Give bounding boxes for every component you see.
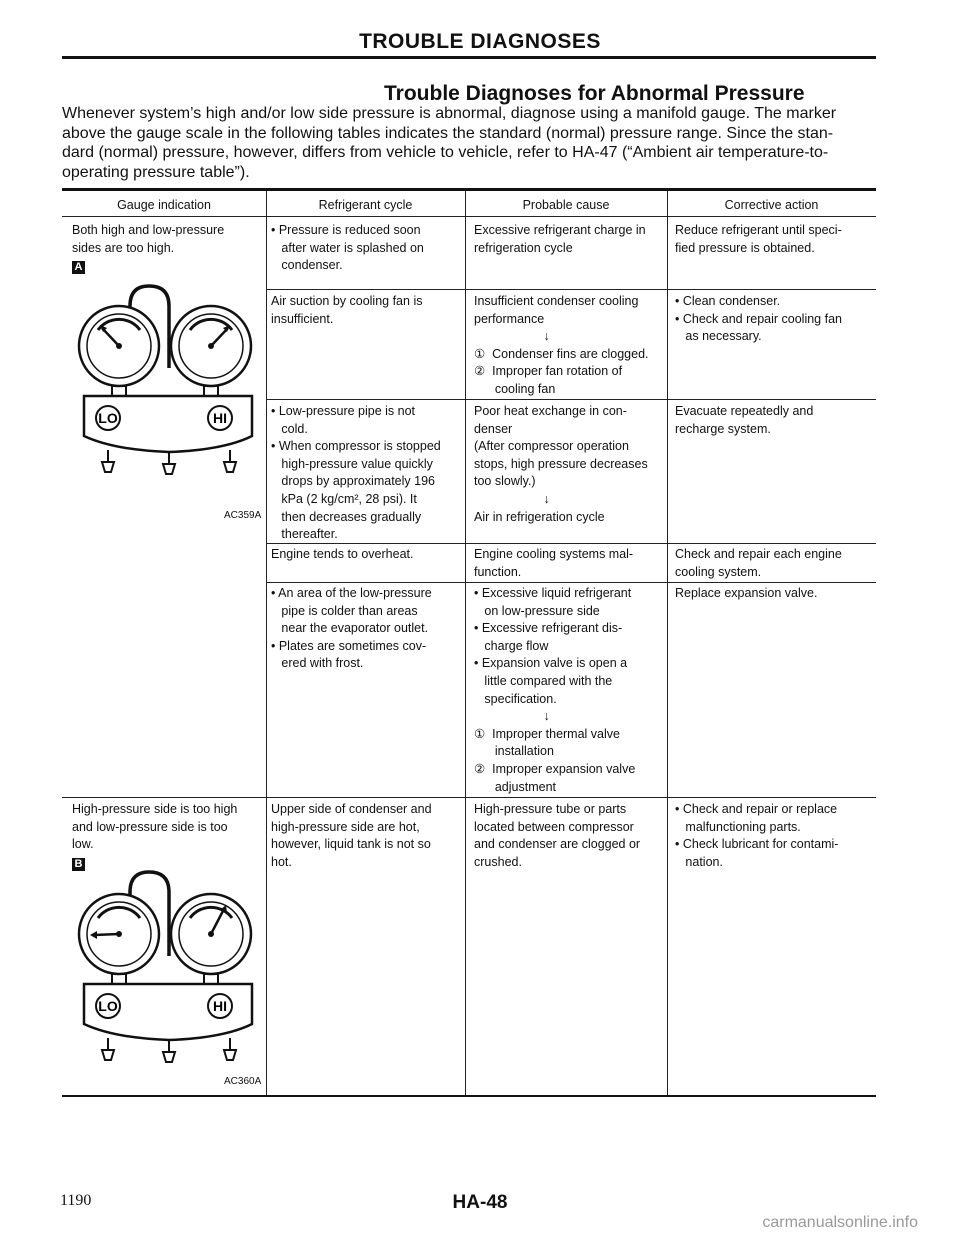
intro-line: operating pressure table”). bbox=[62, 163, 250, 181]
col-header-cycle: Refrigerant cycle bbox=[318, 198, 413, 212]
gauge-hi-label: HI bbox=[213, 998, 227, 1014]
gauge-lo-label: LO bbox=[98, 410, 118, 426]
page-number: 1190 bbox=[60, 1192, 92, 1209]
action-a3: Evacuate repeatedly and recharge system. bbox=[675, 404, 814, 436]
table-header-rule bbox=[62, 216, 876, 217]
badge-b: B bbox=[72, 858, 85, 871]
row-divider bbox=[266, 399, 876, 400]
row-divider bbox=[266, 289, 876, 290]
action-a4: Check and repair each engine cooling system. bbox=[675, 547, 842, 579]
row-divider bbox=[266, 582, 876, 583]
col-header-cause: Probable cause bbox=[522, 198, 610, 212]
cause-a5: • Excessive liquid refrigerant on low-pressure side • Excessive refrigerant dis- charge flow • Expansion valve is open a little compared with the specification. ↓ ① Improper thermal valve installation ② Improper expansion valve adjustment bbox=[474, 586, 636, 794]
cause-b1: High-pressure tube or parts located between compressor and condenser are clogged or crushed. bbox=[474, 802, 641, 869]
indication-b: High-pressure side is too high and low-pressure side is too low. bbox=[72, 802, 238, 852]
col-header-gauge: Gauge indication bbox=[117, 198, 211, 212]
table-bottom-rule bbox=[62, 1095, 876, 1097]
cycle-a2: Air suction by cooling fan is insufficient. bbox=[271, 294, 423, 326]
cause-a2: Insufficient condenser cooling performance ↓ ① Condenser fins are clogged. ② Improper fan rotation of cooling fan bbox=[474, 294, 649, 396]
cause-a4: Engine cooling systems mal- function. bbox=[474, 547, 634, 579]
action-a1: Reduce refrigerant until speci- fied pressure is obtained. bbox=[675, 223, 842, 255]
table-top-rule bbox=[62, 188, 876, 191]
figure-code-a: AC359A bbox=[224, 510, 262, 521]
column-divider bbox=[667, 191, 668, 1095]
section-title: Trouble Diagnoses for Abnormal Pressure bbox=[384, 82, 805, 105]
cause-a1: Excessive refrigerant charge in refrigeration cycle bbox=[474, 223, 646, 255]
manifold-gauge-figure-a bbox=[74, 282, 264, 512]
figure-code-b: AC360A bbox=[224, 1076, 262, 1087]
manifold-gauge-figure-b bbox=[74, 868, 264, 1090]
cycle-a5: • An area of the low-pressure pipe is colder than areas near the evaporator outlet. • Plates are sometimes cov- ered with frost. bbox=[271, 586, 432, 671]
page-header-title: TROUBLE DIAGNOSES bbox=[359, 30, 601, 53]
intro-line: above the gauge scale in the following tables indicates the standard (normal) pressure range. Since the stan- bbox=[62, 124, 834, 142]
gauge-lo-label: LO bbox=[98, 998, 118, 1014]
cycle-a1: • Pressure is reduced soon after water is splashed on condenser. bbox=[271, 223, 424, 273]
column-divider bbox=[465, 191, 466, 1095]
cycle-a3: • Low-pressure pipe is not cold. • When compressor is stopped high-pressure value quickly drops by approximately 196 kPa (2 kg/cm², 28 psi). It then decreases gradually thereafter. bbox=[271, 404, 441, 542]
intro-paragraph bbox=[62, 104, 878, 182]
intro-line: dard (normal) pressure, however, differs from vehicle to vehicle, refer to HA-47 (“Ambient air temperature-to- bbox=[62, 144, 829, 161]
header-rule bbox=[62, 56, 876, 59]
cycle-b1: Upper side of condenser and high-pressure side are hot, however, liquid tank is not so hot. bbox=[271, 802, 432, 869]
cycle-a4: Engine tends to overheat. bbox=[271, 547, 414, 561]
column-divider bbox=[266, 191, 267, 1095]
group-divider bbox=[62, 797, 876, 798]
gauge-hi-label: HI bbox=[213, 410, 227, 426]
intro-line: Whenever system’s high and/or low side pressure is abnormal, diagnose using a manifold gauge. The marker bbox=[62, 105, 837, 122]
indication-a: Both high and low-pressure sides are too high. bbox=[72, 223, 225, 255]
col-header-action: Corrective action bbox=[724, 198, 819, 212]
action-b1: • Check and repair or replace malfunctioning parts. • Check lubricant for contami- nation. bbox=[675, 802, 839, 869]
page-code: HA-48 bbox=[452, 1192, 508, 1213]
badge-a: A bbox=[72, 261, 85, 274]
action-a5: Replace expansion valve. bbox=[675, 586, 818, 600]
action-a2: • Clean condenser. • Check and repair cooling fan as necessary. bbox=[675, 294, 842, 344]
watermark-text: carmanualsonline.info bbox=[762, 1214, 918, 1231]
cause-a3: Poor heat exchange in con- denser (After compressor operation stops, high pressure decreases too slowly.) ↓ Air in refrigeration cycle bbox=[474, 404, 648, 524]
